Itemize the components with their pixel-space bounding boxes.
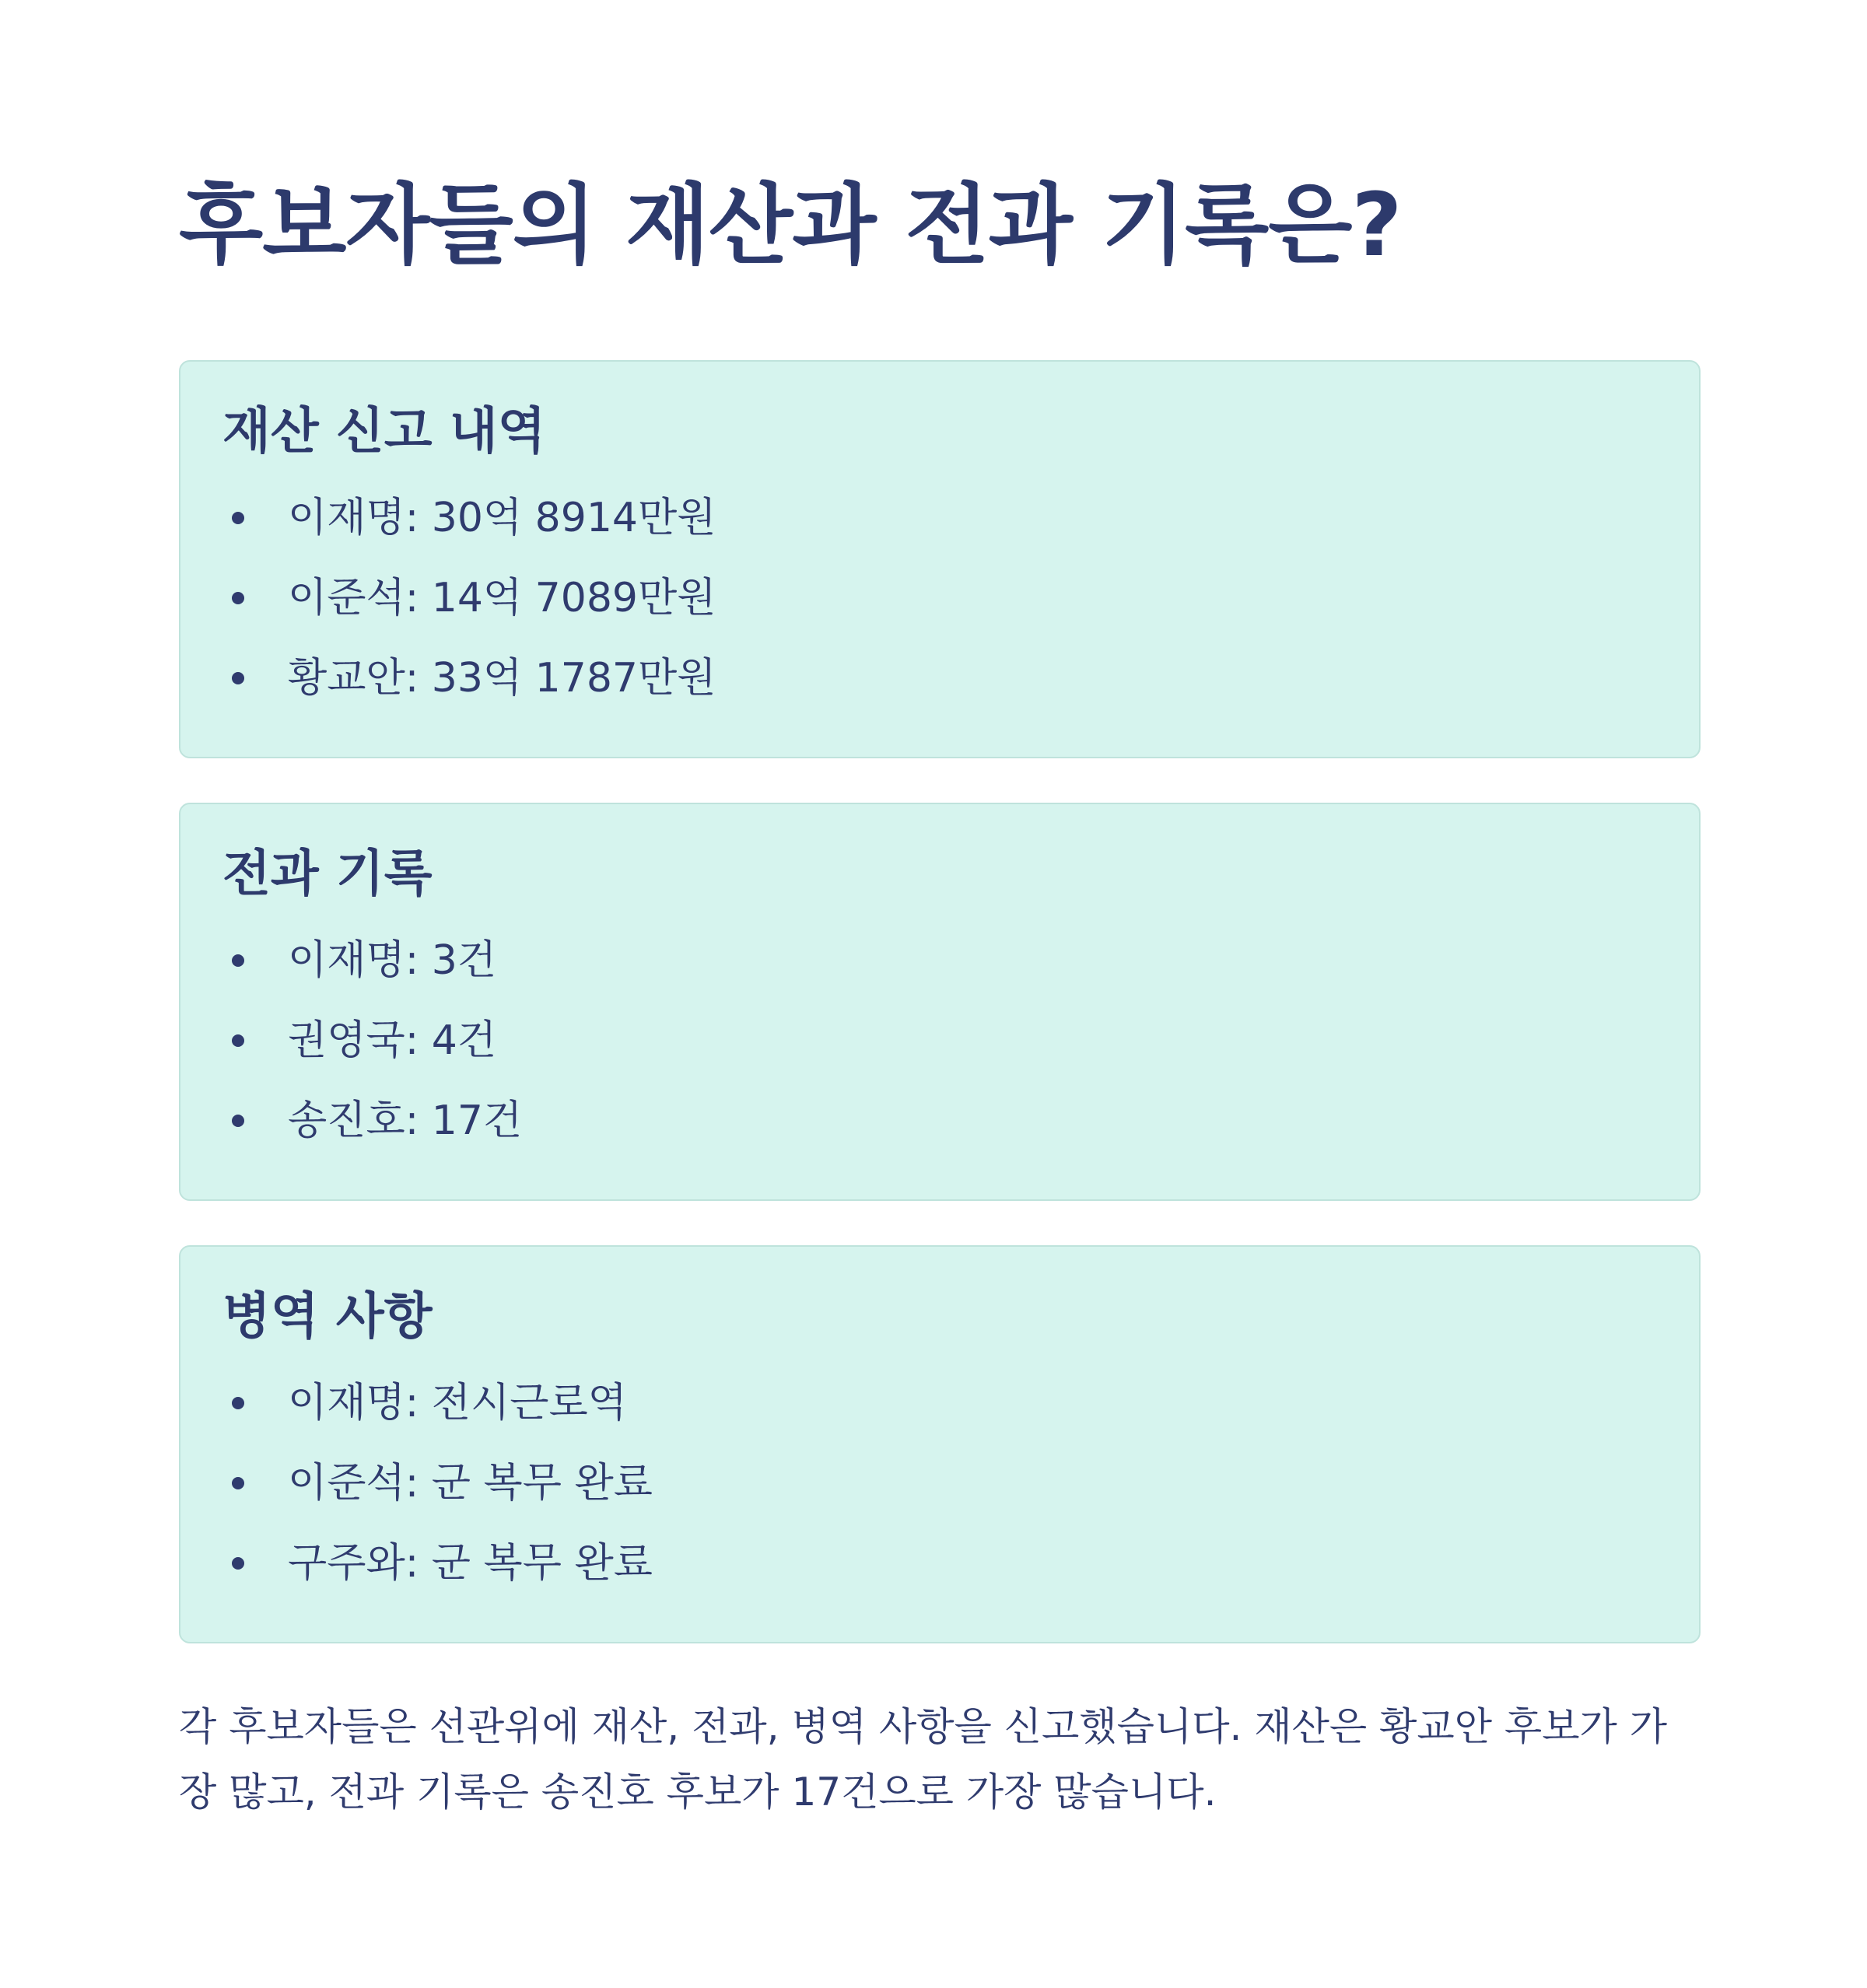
list-item-text: 구주와: 군 복무 완료 xyxy=(288,1540,653,1587)
bullet-icon xyxy=(232,512,244,524)
summary-paragraph: 각 후보자들은 선관위에 재산, 전과, 병역 사항을 신고했습니다. 재산은 황교안 후보가 가장 많고, 전과 기록은 송진호 후보가 17건으로 가장 많습니다. xyxy=(179,1704,1668,1815)
bullet-icon xyxy=(232,1557,244,1570)
bullet-icon xyxy=(232,1115,244,1127)
bullet-icon xyxy=(232,1034,244,1047)
list-item-text: 이재명: 전시근로역 xyxy=(288,1380,627,1426)
military-service-heading: 병역 사항 xyxy=(222,1288,433,1346)
assets-heading: 재산 신고 내역 xyxy=(222,403,546,460)
bullet-icon xyxy=(232,1477,244,1489)
assets-card xyxy=(179,360,1701,758)
list-item-text: 이준석: 군 복무 완료 xyxy=(288,1460,653,1507)
list-item-text: 송진호: 17건 xyxy=(288,1097,523,1144)
list-item-text: 황교안: 33억 1787만원 xyxy=(288,655,716,702)
list-item-text: 이준석: 14억 7089만원 xyxy=(288,575,716,621)
page-title: 후보자들의 재산과 전과 기록은? xyxy=(179,175,1402,276)
bullet-icon xyxy=(232,954,244,967)
bullet-icon xyxy=(232,1397,244,1409)
bullet-icon xyxy=(232,672,244,684)
criminal-record-card xyxy=(179,803,1701,1201)
criminal-record-heading: 전과 기록 xyxy=(222,845,433,903)
military-service-card xyxy=(179,1245,1701,1643)
list-item-text: 권영국: 4건 xyxy=(288,1017,497,1064)
list-item-text: 이재명: 3건 xyxy=(288,937,497,984)
bullet-icon xyxy=(232,592,244,604)
list-item-text: 이재명: 30억 8914만원 xyxy=(288,495,716,541)
